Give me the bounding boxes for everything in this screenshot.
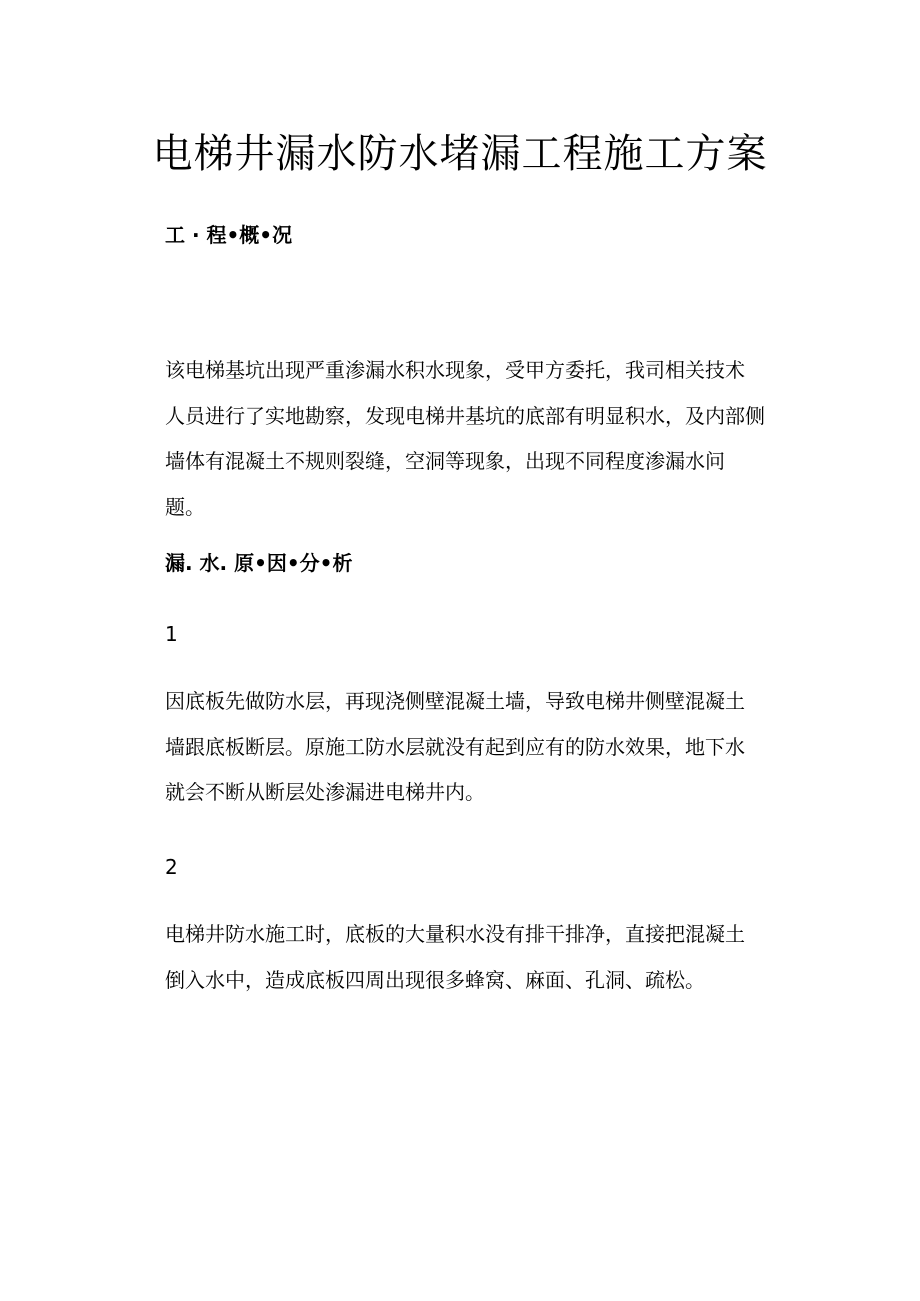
leak-cause-item-1-paragraph <box>165 679 765 816</box>
item-number-1: 1 <box>165 622 178 646</box>
document-title: 电梯井漏水防水堵漏工程施工方案 <box>152 131 768 177</box>
paragraph-line: 就会不断从断层处渗漏进电梯井内。 <box>165 780 485 805</box>
paragraph-line: 该电梯基坑出现严重渗漏水积水现象，受甲方委托，我司相关技术 <box>165 358 745 382</box>
item-number-2: 2 <box>165 855 178 879</box>
paragraph-line: 墙体有混凝土不规则裂缝，空洞等现象，出现不同程度渗漏水问 <box>165 449 725 474</box>
paragraph-line: 人员进行了实地勘察，发现电梯井基坑的底部有明显积水，及内部侧 <box>165 403 765 428</box>
paragraph-line: 电梯井防水施工时，底板的大量积水没有排干排净，直接把混凝土 <box>165 922 745 946</box>
leak-cause-item-2-paragraph <box>165 912 765 1003</box>
project-overview-paragraph <box>165 348 765 530</box>
paragraph-line: 题。 <box>165 494 205 519</box>
paragraph-line: 倒入水中，造成底板四周出现很多蜂窝、麻面、孔洞、疏松。 <box>165 967 705 992</box>
paragraph-line: 因底板先做防水层，再现浇侧壁混凝土墙，导致电梯井侧壁混凝土 <box>165 689 745 713</box>
section-heading-leak-cause-analysis: 漏. 水. 原•因•分•析 <box>165 551 353 575</box>
section-heading-project-overview: 工 · 程•概•况 <box>165 223 293 247</box>
paragraph-line: 墙跟底板断层。原施工防水层就没有起到应有的防水效果，地下水 <box>165 734 745 759</box>
